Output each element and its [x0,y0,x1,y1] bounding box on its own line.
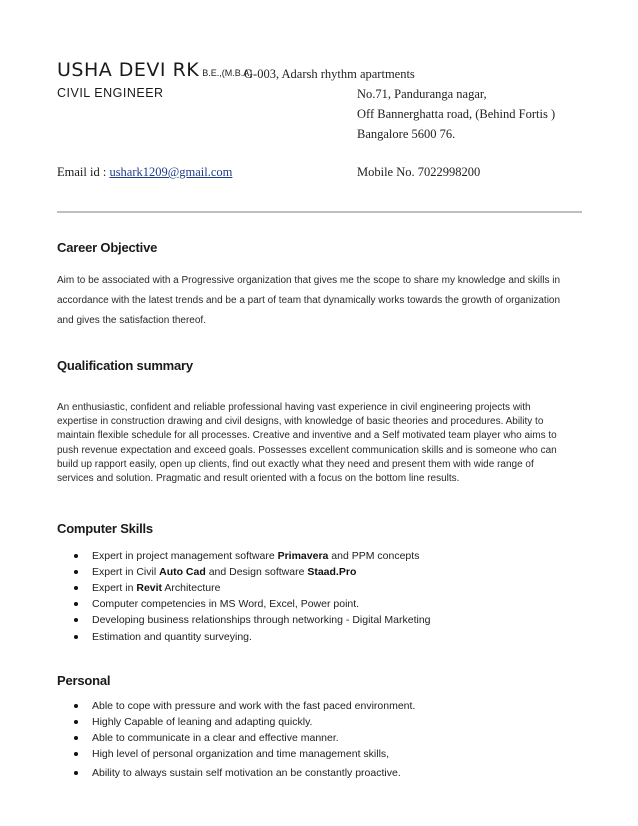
job-title: CIVIL ENGINEER [57,86,164,100]
list-item [57,746,415,762]
list-item [57,612,431,628]
bullet-icon [74,635,78,639]
bullet-icon [74,771,78,775]
qualification-line: An enthusiastic, confident and reliable professional having vast experience in civil engineering projects with [57,402,531,413]
skill-emphasis: Auto Cad [159,566,206,578]
qualification-line: maintain flexible schedule for all processes. Creative and inventive and a Self motivated team player who aims to [57,430,557,442]
bullet-icon [74,554,78,558]
email-label: Email id : [57,165,107,179]
skill-text: Developing business relationships through networking - Digital Marketing [92,614,431,626]
bullet-icon [74,618,78,622]
name-line [57,59,252,81]
personal-list [57,698,415,784]
candidate-name: USHA DEVI RK [57,59,200,81]
skill-text: and Design software [205,566,308,578]
list-item [57,714,415,730]
personal-text: Ability to always sustain self motivation an be constantly proactive. [92,767,401,779]
career-objective-line: Aim to be associated with a Progressive organization that gives me the scope to share my knowledge and skills in [57,275,561,286]
list-item [57,730,415,746]
bullet-icon [74,704,78,708]
list-item [57,698,415,714]
list-item [57,762,415,784]
skill-emphasis: Staad.Pro [307,566,357,578]
computer-skills-heading: Computer Skills [57,521,153,536]
personal-heading: Personal [57,673,111,688]
career-objective-line: accordance with the latest trends and be a part of team that dynamically works towards the growth of organization [57,295,561,306]
bullet-icon [74,752,78,756]
list-item [57,628,431,646]
bullet-icon [74,720,78,724]
list-item [57,580,431,596]
bullet-icon [74,570,78,574]
qualification-line: push revenue expectation and exceed goals. Possesses excellent communication skills and is someone who can [57,444,557,456]
address-line-3: Off Bannerghatta road, (Behind Fortis ) [357,107,556,121]
header-divider [57,211,582,213]
personal-text: High level of personal organization and time management skills, [92,748,390,760]
email-row [57,165,232,180]
bullet-icon [74,586,78,590]
qualification-line: build up rapport easily, open up clients, find out exactly what they need and present them with wide range of [57,458,534,470]
skill-text: Expert in project management software [92,550,278,562]
personal-text: Highly Capable of leaning and adapting quickly. [92,716,313,728]
mobile-number: Mobile No. 7022998200 [357,165,481,179]
personal-text: Able to cope with pressure and work with the fast paced environment. [92,700,416,712]
skill-text: Expert in Civil [92,566,160,578]
email-link[interactable]: ushark1209@gmail.com [109,165,233,179]
career-objective-heading: Career Objective [57,240,158,255]
bullet-icon [74,736,78,740]
computer-skills-list [57,548,431,646]
list-item [57,548,431,564]
skill-text: Architecture [162,582,221,594]
skill-text: Expert in [92,582,137,594]
address-line-4: Bangalore 5600 76. [357,127,456,141]
bullet-icon [74,602,78,606]
skill-text: and PPM concepts [328,550,420,562]
career-objective-line: and gives the satisfaction thereof. [57,315,206,326]
degree: B.E.,(M.B.A) [202,68,253,78]
personal-text: Able to communicate in a clear and effective manner. [92,732,339,744]
address-line-2: No.71, Panduranga nagar, [357,87,487,101]
qualification-line: expertise in construction drawing and civil designs, with knowledge of basic theories and procedures. Ability to [57,416,544,428]
skill-emphasis: Primavera [277,550,329,562]
skill-text: Estimation and quantity surveying. [92,631,252,643]
qualification-text [57,401,582,486]
qualification-line: services and solution. Pragmatic and result oriented with a focus on the bottom line results. [57,473,460,485]
list-item [57,596,431,612]
career-objective-text [57,271,582,331]
qualification-heading: Qualification summary [57,358,193,373]
list-item [57,564,431,580]
skill-emphasis: Revit [136,582,163,594]
address-line-1: G-003, Adarsh rhythm apartments [244,67,415,81]
skill-text: Computer competencies in MS Word, Excel, Power point. [92,598,360,610]
